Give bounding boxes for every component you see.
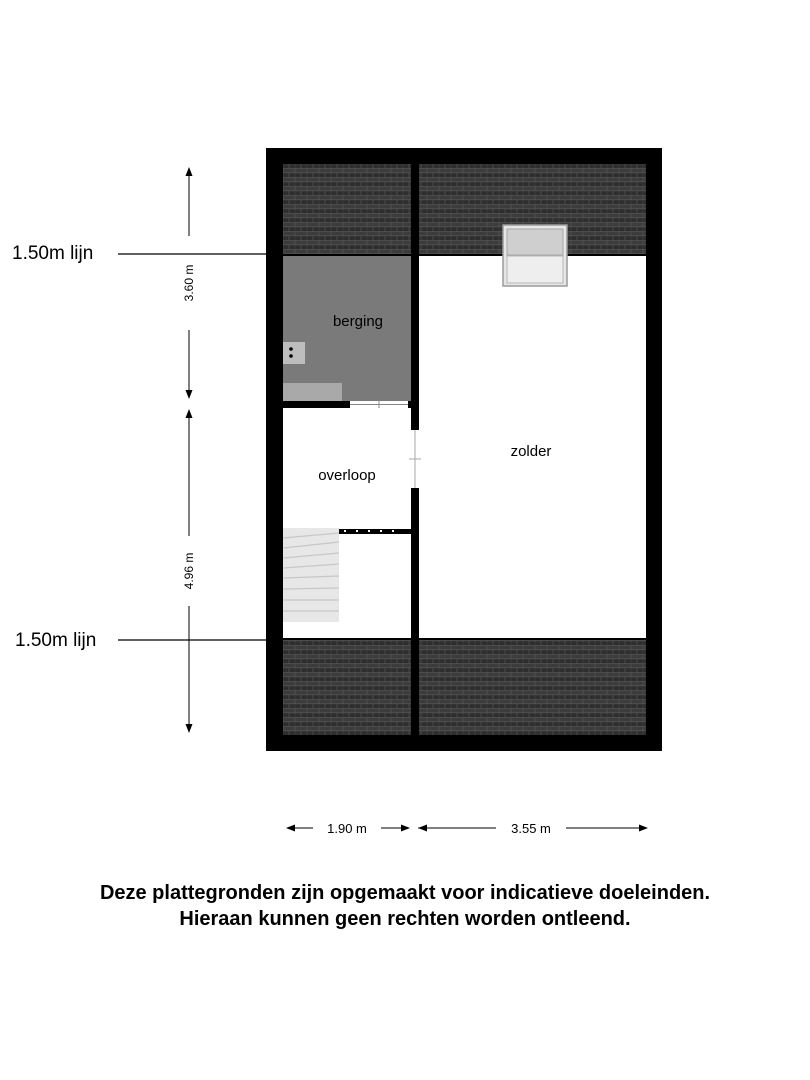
dimension-label-3-55: 3.55 m [511, 821, 551, 836]
berging-ledge [283, 383, 342, 401]
dimension-label-3-60: 3.60 m [182, 264, 196, 302]
room-label-overloop: overloop [318, 467, 376, 484]
berging-unit [283, 342, 305, 364]
staircase [283, 528, 339, 622]
unit-dot [289, 354, 293, 358]
line-label-top: 1.50m lijn [12, 243, 94, 264]
roof-tiles-bottom-right [419, 640, 646, 735]
room-label-zolder: zolder [510, 443, 552, 460]
disclaimer-line-1: Deze plattegronden zijn opgemaakt voor indicatieve doeleinden. [99, 882, 711, 904]
unit-dot [289, 347, 293, 351]
skylight-window [503, 225, 567, 286]
stair-railing [339, 529, 411, 534]
roof-tiles-bottom-left [283, 640, 411, 735]
disclaimer-line-2: Hieraan kunnen geen rechten worden ontleend. [179, 908, 631, 930]
roof-tiles-top-left [283, 164, 411, 254]
line-label-bottom: 1.50m lijn [15, 630, 97, 651]
room-label-berging: berging [332, 313, 384, 330]
dimension-label-4-96: 4.96 m [182, 552, 196, 590]
dimension-label-1-90: 1.90 m [327, 821, 367, 836]
